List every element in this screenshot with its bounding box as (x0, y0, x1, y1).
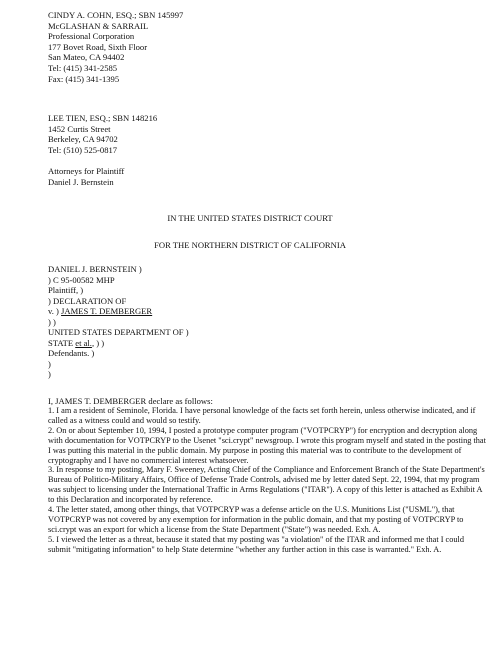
counsel-line: 177 Bovet Road, Sixth Floor (48, 41, 148, 52)
counsel-block-cohn (48, 10, 183, 84)
declaration-intro: I, JAMES T. DEMBERGER declare as follows: (48, 396, 213, 406)
counsel-line: CINDY A. COHN, ESQ.; SBN 145997 (48, 10, 184, 20)
caption-line: DANIEL J. BERNSTEIN ) (48, 264, 142, 274)
counsel-line: Berkeley, CA 94702 (48, 134, 118, 145)
caption-text: v. ) (48, 306, 62, 316)
counsel-line: McGLASHAN & SARRAIL (48, 20, 149, 31)
declarant-name: JAMES T. DEMBERGER (61, 306, 153, 316)
caption-line: Plaintiff, ) (48, 285, 84, 295)
attorneys-line: Attorneys for Plaintiff (48, 166, 125, 176)
paragraph-1: 1. I am a resident of Seminole, Florida. I have personal knowledge of the facts set forth herein, unless otherwise indicated, and if called as a witness could and would so testify. (48, 406, 476, 425)
attorneys-for-block (48, 166, 124, 187)
court-district: FOR THE NORTHERN DISTRICT OF CALIFORNIA (154, 240, 346, 250)
counsel-line: Tel: (415) 341-2585 (48, 62, 118, 73)
et-al: et al. (75, 337, 92, 348)
caption-line: ) (48, 369, 51, 379)
paragraph-5: 5. I viewed the letter as a threat, because it stated that my posting was "a violation" of the ITAR and informed me that I could submit "mitigating information" to help State determine "whether any further action in this case is warranted." Exh. A. (48, 534, 464, 554)
counsel-block-tien (48, 113, 157, 155)
caption-text: , ) ) (91, 337, 105, 348)
court-title: IN THE UNITED STATES DISTRICT COURT (167, 213, 333, 223)
counsel-line: LEE TIEN, ESQ.; SBN 148216 (48, 113, 158, 123)
paragraph-2: 2. On or about September 10, 1994, I posted a prototype computer program ("VOTPCRYP") for encryption and decryption along with documentation for VOTPCRYP to the Usenet "sci.crypt" newsgroup. I wrote this program myself and stated in the posting that I was putting this material in the public domain. My purpose in posting this material was to contribute to the development of cryptography and I have no commercial interest whatsoever. (48, 425, 486, 465)
counsel-line: Tel: (510) 525-0817 (48, 144, 118, 155)
counsel-line: 1452 Curtis Street (48, 123, 111, 134)
paragraph-4: 4. The letter stated, among other things, that VOTPCRYP was a defense article on the U.S. Munitions List ("USML"), that VOTPCRYP was not covered by any exemption for information in the public domain, and that my posting of VOTPCRYP to sci.crypt was an export for which a license from the State Department ("State") was needed. Exh. A. (48, 505, 464, 534)
attorneys-line: Daniel J. Bernstein (48, 176, 114, 187)
caption-line (48, 338, 189, 349)
caption-text: STATE (48, 337, 76, 348)
paragraph-3: 3. In response to my posting, Mary F. Sweeney, Acting Chief of the Compliance and Enforcement Branch of the State Department's Bureau of Politico-Military Affairs, Office of Defense Trade Controls, advised me by letter dated Sept. 22, 1994, that my program was subject to licensing under the International Traffic in Arms Regulations ("ITAR"). A copy of this letter is attached as Exhibit A to this Declaration and incorporated by reference. (48, 465, 485, 505)
counsel-line: Professional Corporation (48, 31, 135, 42)
declaration-body (48, 406, 486, 555)
counsel-line: Fax: (415) 341-1395 (48, 73, 120, 84)
caption-line: UNITED STATES DEPARTMENT OF ) (48, 327, 189, 337)
case-caption (48, 264, 189, 380)
counsel-line: San Mateo, CA 94402 (48, 52, 125, 63)
caption-line: ) (48, 358, 51, 369)
caption-line: ) DECLARATION OF (48, 295, 127, 306)
caption-line: ) C 95-00582 MHP (48, 274, 115, 285)
caption-line: ) ) (48, 316, 56, 327)
caption-line: Defendants. ) (48, 348, 95, 358)
caption-line (48, 306, 189, 317)
